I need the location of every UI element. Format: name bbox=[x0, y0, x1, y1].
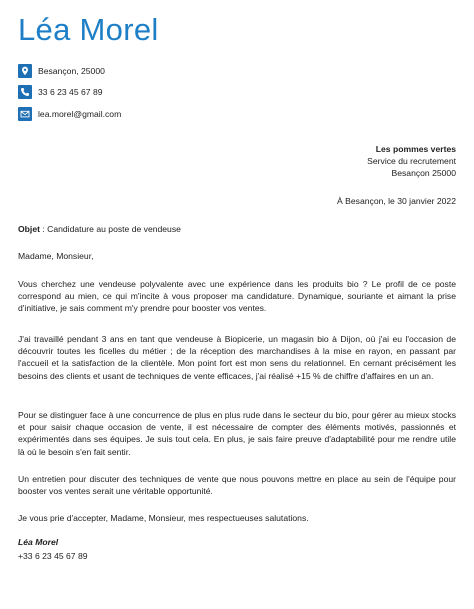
contact-address bbox=[18, 63, 105, 78]
contact-phone bbox=[18, 84, 103, 99]
letter-date: À Besançon, le 30 janvier 2022 bbox=[337, 196, 456, 206]
paragraph-motivation: Pour se distinguer face à une concurrence de plus en plus rude dans le secteur du bio, pour gérer au mieux stocks et pour saisir chaque occasion de vente, il est nécessaire de compter des éléments motivés, passionnés et expérimentés dans ses équipes. Je suis tout cela. En plus, je sais faire preuve d'adaptabilité pour me rendre utile là où le besoin s'en fait sentir. bbox=[18, 410, 456, 457]
contact-address-text: Besançon, 25000 bbox=[38, 65, 105, 76]
signature-name: Léa Morel bbox=[18, 537, 59, 547]
paragraph-experience: J'ai travaillé pendant 3 ans en tant que vendeuse à Biopicerie, un magasin bio à Dijon, où j'ai eu l'occasion de découvrir toutes les ficelles du métier ; de la réception des marchandises à la mise en rayon, en passant par l'accueil et la satisfaction de la clientèle. Mon point fort est mon sens du relationnel. En cernant précisément les besoins des clients et usant de techniques de vente efficaces, j'ai réalisé +15 % de chiffre d'affaires en un an. bbox=[18, 334, 456, 381]
recipient-department: Service du recrutement bbox=[367, 156, 456, 166]
sender-name: Léa Morel bbox=[18, 12, 159, 47]
contact-email bbox=[18, 106, 121, 121]
closing-salutation: Je vous prie d'accepter, Madame, Monsieur, mes respectueuses salutations. bbox=[18, 513, 309, 523]
subject-label: Objet bbox=[18, 224, 40, 234]
phone-icon bbox=[18, 85, 32, 99]
greeting: Madame, Monsieur, bbox=[18, 251, 94, 261]
recipient-city: Besançon 25000 bbox=[391, 168, 456, 178]
envelope-icon bbox=[18, 107, 32, 121]
subject-text: : Candidature au poste de vendeuse bbox=[39, 224, 181, 234]
location-pin-icon bbox=[18, 64, 32, 78]
subject-line bbox=[18, 224, 181, 234]
signature-phone: +33 6 23 45 67 89 bbox=[18, 551, 88, 561]
paragraph-interview: Un entretien pour discuter des techniques de vente que nous pouvons mettre en place au sein de l'équipe pour booster vos ventes serait une véritable opportunité. bbox=[18, 474, 456, 497]
contact-email-text: lea.morel@gmail.com bbox=[38, 108, 122, 119]
contact-phone-text: 33 6 23 45 67 89 bbox=[38, 86, 103, 97]
recipient-organization: Les pommes vertes bbox=[375, 144, 456, 154]
paragraph-intro: Vous cherchez une vendeuse polyvalente avec une expérience dans les produits bio ? Le profil de ce poste correspond au mien, ce qui m'incite à vous proposer ma candidature. Dynamique, souriante et aimant la prise d'initiative, je sais comment m'y prendre pour booster vos ventes. bbox=[18, 279, 456, 314]
recipient-block bbox=[367, 143, 456, 179]
